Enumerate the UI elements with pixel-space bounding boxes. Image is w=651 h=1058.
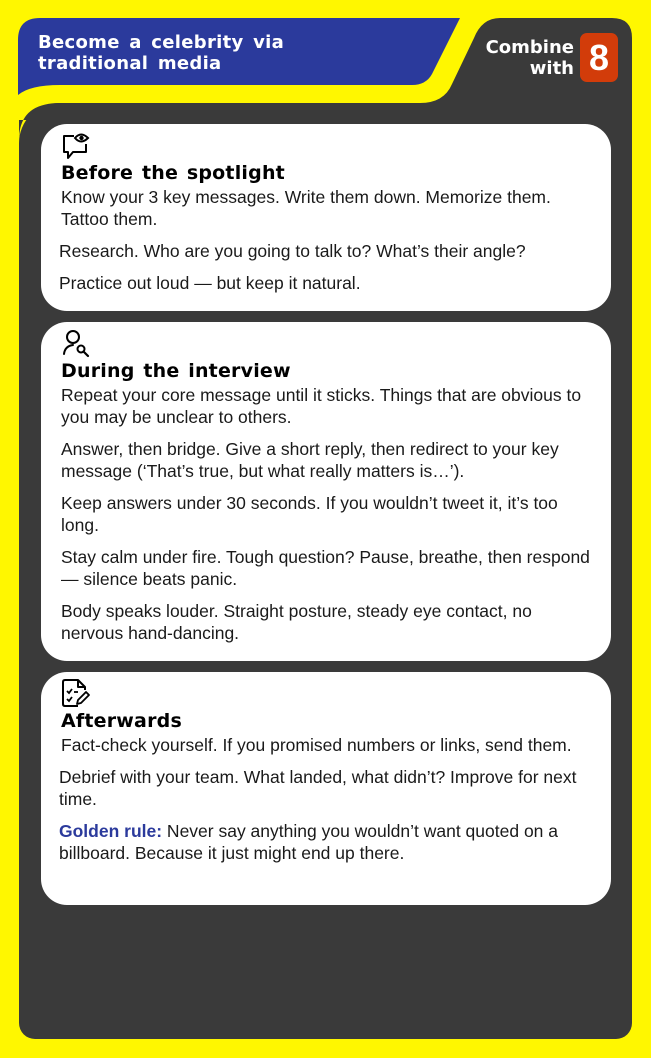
person-search-icon	[61, 328, 91, 358]
card-title-line-1: Become a celebrity via	[38, 32, 285, 53]
combine-label-line-1: Combine	[485, 37, 574, 58]
tip-item: Debrief with your team. What landed, what didn’t? Improve for next time.	[59, 767, 577, 809]
combine-with-label	[486, 37, 574, 79]
tip-item: Know your 3 key messages. Write them down. Memorize them. Tattoo them.	[61, 187, 551, 229]
section-title: During the interview	[61, 360, 291, 382]
section-title: Before the spotlight	[61, 162, 285, 184]
section-title: Afterwards	[61, 710, 182, 732]
tip-item: Stay calm under fire. Tough question? Pause, breathe, then respond — silence beats panic.	[61, 547, 590, 589]
section-afterwards	[41, 672, 611, 905]
tip-item: Answer, then bridge. Give a short reply, then redirect to your key message (‘That’s true, but what really matters is…’).	[61, 439, 559, 481]
tip-item: Research. Who are you going to talk to? What’s their angle?	[59, 241, 526, 261]
tip-item: Keep answers under 30 seconds. If you wouldn’t tweet it, it’s too long.	[61, 493, 558, 535]
golden-rule-text: Never say anything you wouldn’t want quoted on a billboard. Because it just might end up there.	[59, 821, 559, 863]
section-during-the-interview	[41, 322, 611, 661]
tip-item: Fact-check yourself. If you promised numbers or links, send them.	[61, 735, 572, 755]
card-title-line-2: traditional media	[38, 53, 222, 74]
combine-label-line-2: with	[529, 58, 574, 79]
checklist-pen-icon	[61, 678, 91, 708]
card-title	[38, 32, 338, 74]
tip-item: Body speaks louder. Straight posture, steady eye contact, no nervous hand-dancing.	[61, 601, 532, 643]
tip-item: Practice out loud — but keep it natural.	[59, 273, 361, 293]
combine-number-badge: 8	[580, 33, 618, 82]
speech-bubble-eye-icon	[61, 130, 91, 160]
tip-item: Repeat your core message until it sticks. Things that are obvious to you may be unclear to others.	[61, 385, 582, 427]
golden-rule-label: Golden rule:	[59, 821, 163, 841]
golden-rule	[59, 820, 595, 864]
section-before-the-spotlight	[41, 124, 611, 311]
